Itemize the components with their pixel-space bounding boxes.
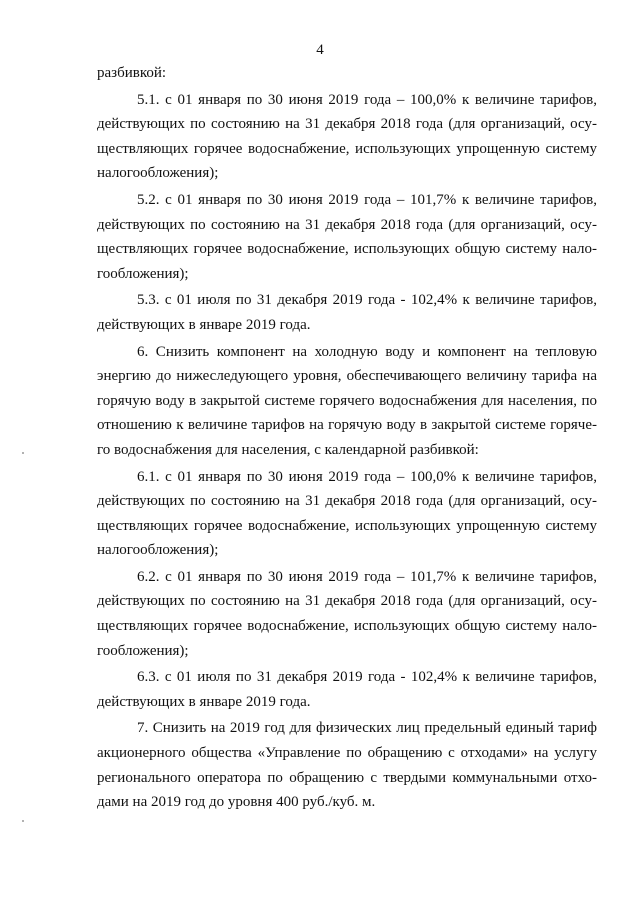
text-line: действующих по состоянию на 31 декабря 2018 года (для организаций, осу- xyxy=(97,216,597,233)
text-line: 5.1. с 01 января по 30 июня 2019 года – 100,0% к величине тарифов, xyxy=(137,91,597,108)
paragraph xyxy=(97,716,597,814)
paragraph xyxy=(97,665,597,714)
text-line: гообложения); xyxy=(97,642,189,659)
text-line: налогообложения); xyxy=(97,165,219,182)
text-line: действующих в январе 2019 года. xyxy=(97,693,311,710)
text-line: действующих по состоянию на 31 декабря 2018 года (для организаций, осу- xyxy=(97,116,597,133)
text-line: го водоснабжения для населения, с календарной разбивкой: xyxy=(97,441,479,458)
text-line: ществляющих горячее водоснабжение, использующих упрощенную систему xyxy=(97,517,597,534)
text-line: действующих по состоянию на 31 декабря 2018 года (для организаций, осу- xyxy=(97,493,597,510)
text-line: 6.2. с 01 января по 30 июня 2019 года – 101,7% к величине тарифов, xyxy=(137,568,597,585)
text-line: действующих по состоянию на 31 декабря 2018 года (для организаций, осу- xyxy=(97,593,597,610)
text-line: акционерного общества «Управление по обращению с отходами» на услугу xyxy=(97,745,597,762)
text-line: дами на 2019 год до уровня 400 руб./куб. м. xyxy=(97,794,376,811)
text-line: разбивкой: xyxy=(97,65,167,81)
text-line: 5.3. с 01 июля по 31 декабря 2019 года - 102,4% к величине тарифов, xyxy=(137,292,597,309)
text-line: ществляющих горячее водоснабжение, использующих общую систему нало- xyxy=(97,618,597,635)
text-line: 7. Снизить на 2019 год для физических лиц предельный единый тариф xyxy=(137,720,597,737)
text-line: 5.2. с 01 января по 30 июня 2019 года – 101,7% к величине тарифов, xyxy=(137,191,597,208)
text-line: 6. Снизить компонент на холодную воду и компонент на тепловую xyxy=(137,343,597,360)
page-number: 4 xyxy=(316,42,324,58)
text-line: 6.3. с 01 июля по 31 декабря 2019 года - 102,4% к величине тарифов, xyxy=(137,669,597,686)
text-line: отношению к величине тарифов на горячую воду в закрытой системе горяче- xyxy=(97,417,597,434)
text-line: энергию до нижеследующего уровня, обеспечивающего величину тарифа на xyxy=(97,368,597,385)
paragraph xyxy=(97,188,597,286)
scan-speck xyxy=(22,820,24,822)
text-line: регионального оператора по обращению с твердыми коммунальными отхо- xyxy=(97,769,597,786)
paragraph xyxy=(97,340,597,463)
paragraph xyxy=(97,565,597,663)
paragraph xyxy=(97,61,597,86)
paragraph xyxy=(97,465,597,563)
text-line: ществляющих горячее водоснабжение, использующих упрощенную систему xyxy=(97,140,597,157)
paragraph xyxy=(97,88,597,186)
scan-speck xyxy=(22,452,24,454)
paragraph xyxy=(97,288,597,337)
text-line: 6.1. с 01 января по 30 июня 2019 года – 100,0% к величине тарифов, xyxy=(137,468,597,485)
text-line: налогообложения); xyxy=(97,542,219,559)
text-line: горячую воду в закрытой системе горячего водоснабжения для населения, по xyxy=(97,392,597,409)
text-line: ществляющих горячее водоснабжение, использующих общую систему нало- xyxy=(97,241,597,258)
document-body xyxy=(97,61,597,817)
text-line: действующих в январе 2019 года. xyxy=(97,316,311,333)
text-line: гообложения); xyxy=(97,265,189,282)
